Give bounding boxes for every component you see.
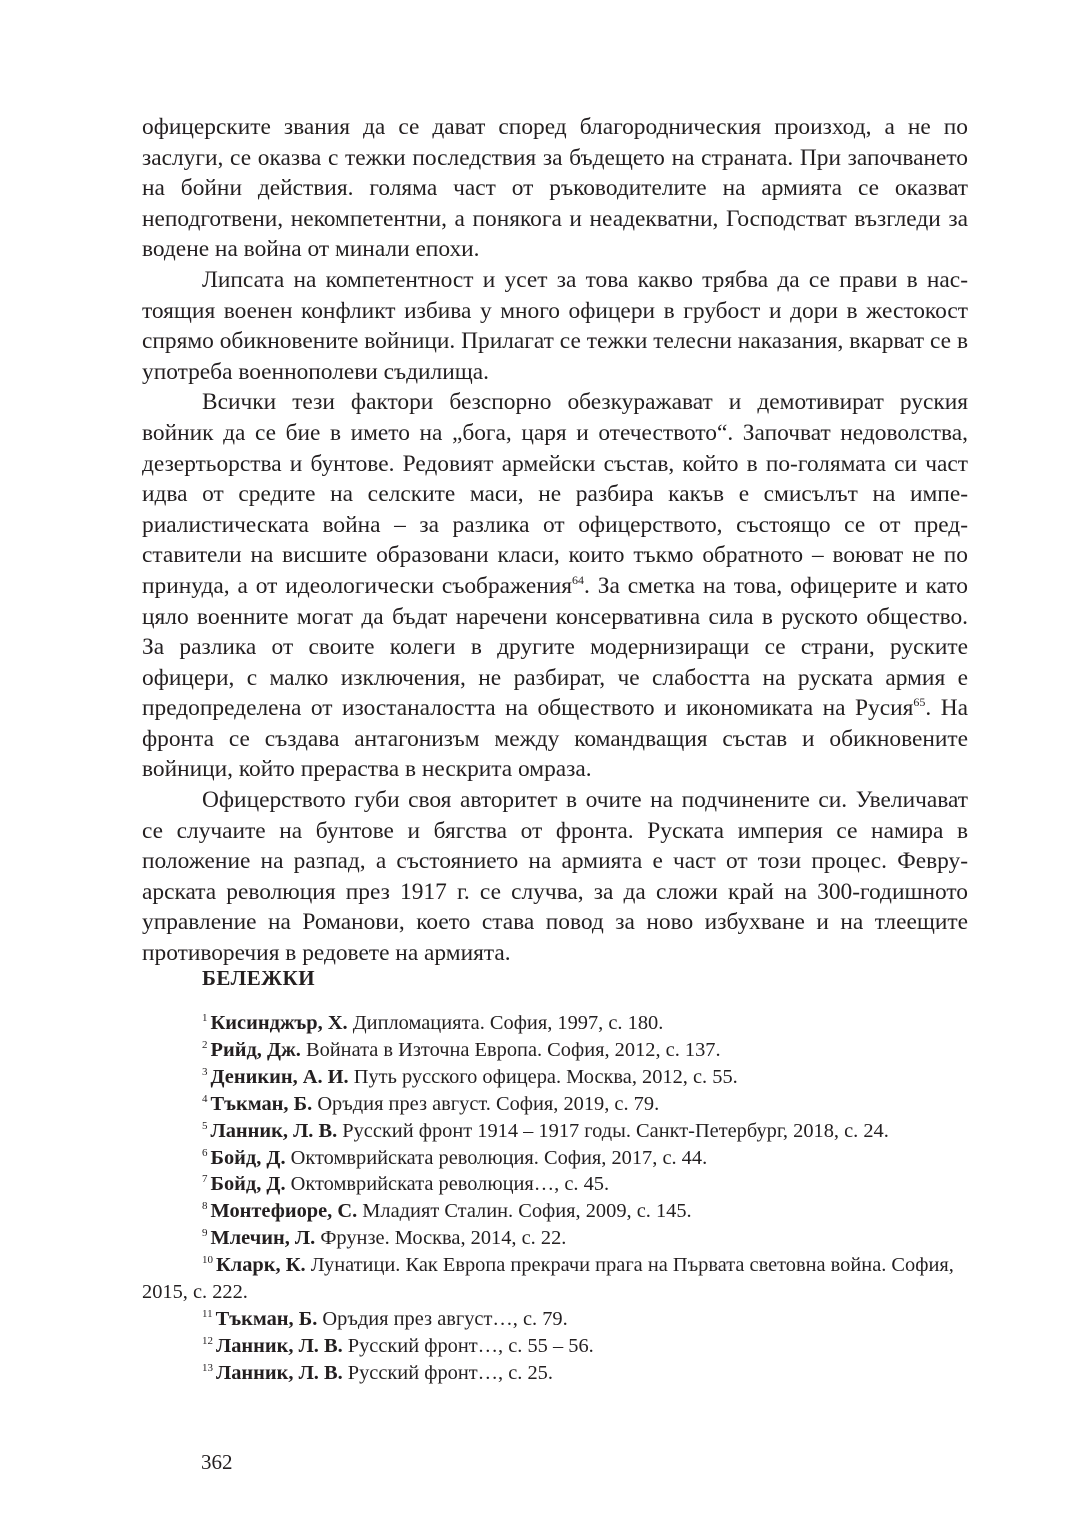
note-item bbox=[142, 1145, 968, 1172]
note-item bbox=[142, 1064, 968, 1091]
note-author: Бойд, Д. bbox=[210, 1146, 286, 1169]
note-number: 12 bbox=[202, 1334, 213, 1347]
note-number: 6 bbox=[202, 1146, 208, 1159]
note-number: 3 bbox=[202, 1065, 208, 1078]
note-author: Рийд, Дж. bbox=[210, 1038, 301, 1061]
note-number: 11 bbox=[202, 1307, 213, 1320]
note-item bbox=[142, 1333, 968, 1360]
paragraph-3-part-c: . На фронта се създава антагонизъм между командващия състав и обикновените войници, който прераства в нескрита омраза. bbox=[142, 695, 968, 783]
note-text: Русский фронт 1914 – 1917 годы. Санкт-Петербург, 2018, с. 24. bbox=[337, 1119, 889, 1142]
note-text: Русский фронт…, с. 25. bbox=[342, 1361, 553, 1384]
notes-list bbox=[142, 1010, 968, 1387]
note-text: Русский фронт…, с. 55 – 56. bbox=[342, 1334, 594, 1357]
note-item bbox=[142, 1306, 968, 1333]
note-number: 1 bbox=[202, 1012, 208, 1024]
footnote-ref-65: 65 bbox=[913, 695, 926, 710]
note-author: Ланник, Л. В. bbox=[216, 1334, 343, 1357]
note-text: Октомврийската революция. София, 2017, с. 44. bbox=[285, 1146, 708, 1169]
note-item bbox=[142, 1198, 968, 1225]
note-item bbox=[142, 1091, 968, 1118]
notes-heading: БЕЛЕЖКИ bbox=[202, 966, 316, 990]
note-author: Ланник, Л. В. bbox=[216, 1361, 343, 1384]
note-item bbox=[142, 1171, 968, 1198]
note-author: Кисинджър, Х. bbox=[210, 1012, 348, 1034]
note-text: Войната в Източна Европа. София, 2012, с. 137. bbox=[300, 1038, 721, 1061]
note-author: Деникин, А. И. bbox=[210, 1065, 349, 1088]
note-text: Лунатици. Как Европа прекрачи прага на Първата световна война. София, 2015, с. 222. bbox=[142, 1254, 954, 1304]
note-item bbox=[142, 1010, 968, 1037]
paragraph-4: Офицерството губи своя авторитет в очите на подчинените си. Увеличават се случаите на бунтове и бягства от фронта. Руската империя се намира в положение на разпад, а състоянието на армията е част от този процес. Февруарската революция през 1917 г. се случва, за да сложи край на 300-годишното управление на Романови, което става повод за ново избухване и на тлеещите противоречия в редовете на армията. bbox=[142, 787, 968, 967]
note-number: 5 bbox=[202, 1119, 208, 1132]
note-number: 10 bbox=[202, 1254, 213, 1267]
note-number: 7 bbox=[202, 1173, 208, 1186]
paragraph-1: офицерските звания да се дават според благородническия произход, а не по заслуги, се оказва с тежки последствия за бъдещето на страната. При започването на бойни действия. голяма част от ръководителите на армията се оказват неподготвени, некомпетентни, а понякога и неадекватни, Господстват възгледи за водене на война от минали епохи. bbox=[142, 114, 968, 263]
note-number: 4 bbox=[202, 1092, 208, 1105]
note-author: Монтефиоре, С. bbox=[210, 1200, 358, 1223]
note-text: Путь русского офицера. Москва, 2012, с. 55. bbox=[348, 1065, 738, 1088]
paragraph-3 bbox=[142, 387, 968, 785]
note-text: Младият Сталин. София, 2009, с. 145. bbox=[357, 1200, 692, 1223]
paragraph-2: Липсата на компетентност и усет за това какво трябва да се прави в настоящия военен конфликт избива у много офицери в грубост и дори в жестокост спрямо обикновените войници. Прилагат се тежки телесни наказания, вкарват се в употреба военнополеви съдилища. bbox=[142, 266, 968, 385]
note-text: Октомврийската революция…, с. 45. bbox=[285, 1173, 610, 1196]
note-item bbox=[142, 1225, 968, 1252]
page-number: 362 bbox=[201, 1450, 233, 1474]
note-text: Оръдия през август. София, 2019, с. 79. bbox=[312, 1092, 660, 1115]
note-number: 8 bbox=[202, 1200, 208, 1213]
note-item bbox=[142, 1252, 968, 1306]
main-text bbox=[142, 112, 968, 969]
note-text: Дипломацията. София, 1997, с. 180. bbox=[347, 1012, 664, 1034]
footnote-ref-64: 64 bbox=[572, 572, 585, 587]
note-author: Кларк, К. bbox=[216, 1254, 306, 1277]
note-item bbox=[142, 1360, 968, 1387]
note-number: 9 bbox=[202, 1227, 208, 1240]
note-number: 2 bbox=[202, 1038, 208, 1051]
note-number: 13 bbox=[202, 1361, 213, 1374]
paragraph-3-part-a: Всички тези фактори безспорно обезкуражават и демотивират руския войник да се бие в името на „бога, царя и отечеството“. Започват недоволства, дезертьорства и бунтове. Редовият армейски състав, който в по-голямата си част идва от средите на селските маси, не разбира какъв е смисълът на империалистическата война – за разлика от офицерството, състоящо се от представители на висшите образовани класи, които тъкмо обратното – воюват не по принуда, а от идеологически съображения bbox=[142, 389, 968, 599]
note-author: Млечин, Л. bbox=[210, 1227, 316, 1250]
note-author: Бойд, Д. bbox=[210, 1173, 286, 1196]
note-text: Фрунзе. Москва, 2014, с. 22. bbox=[315, 1227, 567, 1250]
note-item bbox=[142, 1037, 968, 1064]
paragraph-3-part-b: . За сметка на това, офицерите и като цяло военните могат да бъдат наречени консервативна сила в руското общество. За разлика от своите колеги в другите модернизиращи се страни, руските офицери, с малко изключения, не разбират, че слабостта на руската армия е предопределена от изостаналостта на обществото и икономиката на Русия bbox=[142, 572, 968, 722]
note-item bbox=[142, 1118, 968, 1145]
note-author: Тъкман, Б. bbox=[210, 1092, 313, 1115]
note-author: Тъкман, Б. bbox=[215, 1307, 318, 1330]
note-author: Ланник, Л. В. bbox=[210, 1119, 338, 1142]
note-text: Оръдия през август…, с. 79. bbox=[317, 1307, 568, 1330]
